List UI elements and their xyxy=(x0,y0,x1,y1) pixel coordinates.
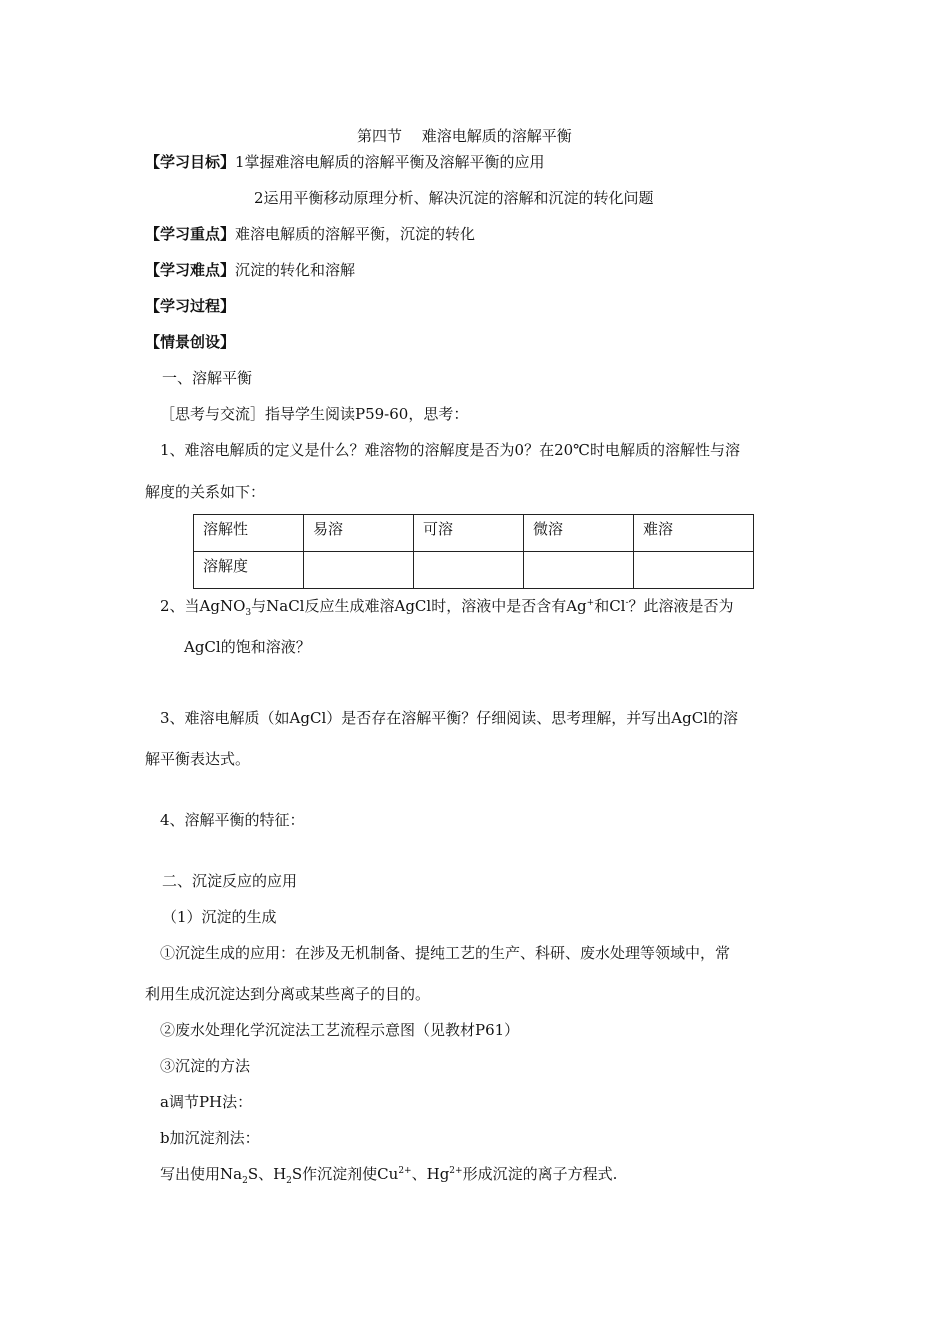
precipitation-formation: （1）沉淀的生成 xyxy=(162,908,277,926)
key-points-text: 难溶电解质的溶解平衡，沉淀的转化 xyxy=(235,225,476,243)
write-text: 形成沉淀的离子方程式. xyxy=(462,1165,618,1183)
q2-subscript: 3 xyxy=(245,608,252,618)
goals-line-1 xyxy=(145,152,545,172)
write-superscript: 2+ xyxy=(449,1166,463,1176)
difficulties-text: 沉淀的转化和溶解 xyxy=(235,261,356,279)
scenario-label: 【情景创设】 xyxy=(145,333,236,351)
write-text: 写出使用Na xyxy=(160,1165,243,1183)
table-cell: 溶解性 xyxy=(194,515,304,552)
table-cell xyxy=(634,552,754,589)
question-1-line-2: 解度的关系如下： xyxy=(145,483,266,501)
table-cell: 可溶 xyxy=(414,515,524,552)
difficulties-line xyxy=(145,260,355,280)
question-1-line-1: 1、难溶电解质的定义是什么？难溶物的溶解度是否为0？在20℃时电解质的溶解性与溶 xyxy=(160,441,740,459)
write-text: S作沉淀剂使Cu xyxy=(291,1165,399,1183)
table-cell: 微溶 xyxy=(524,515,634,552)
table-row xyxy=(194,552,754,589)
question-2-line-2: AgCl的饱和溶液？ xyxy=(184,638,311,656)
question-4: 4、溶解平衡的特征： xyxy=(160,811,305,829)
section2-heading: 二、沉淀反应的应用 xyxy=(162,872,298,890)
method-b: b加沉淀剂法： xyxy=(160,1129,260,1147)
item-3: ③沉淀的方法 xyxy=(160,1057,251,1075)
table-cell: 易溶 xyxy=(304,515,414,552)
write-subscript: 2 xyxy=(242,1176,248,1186)
table-cell xyxy=(304,552,414,589)
key-points-label: 【学习重点】 xyxy=(145,225,236,243)
method-a: a调节PH法： xyxy=(160,1093,253,1111)
solubility-table xyxy=(193,514,754,589)
goals-label: 【学习目标】 xyxy=(145,153,236,171)
page-title: 第四节 难溶电解质的溶解平衡 xyxy=(357,127,572,145)
write-text: 、Hg xyxy=(411,1165,450,1183)
q2-text: 2、当AgNO xyxy=(160,597,246,615)
table-cell xyxy=(524,552,634,589)
q2-superscript: + xyxy=(586,598,595,608)
q2-text: 和Cl xyxy=(594,597,626,615)
question-2-line-1 xyxy=(160,596,734,616)
think-and-discuss: ［思考与交流］指导学生阅读P59-60，思考： xyxy=(160,405,469,423)
write-superscript: 2+ xyxy=(398,1166,412,1176)
write-equation-line xyxy=(160,1164,617,1184)
write-text: S、H xyxy=(247,1165,287,1183)
table-row xyxy=(194,515,754,552)
goals-item-2: 2运用平衡移动原理分析、解决沉淀的溶解和沉淀的转化问题 xyxy=(254,189,654,207)
difficulties-label: 【学习难点】 xyxy=(145,261,236,279)
question-3-line-1: 3、难溶电解质（如AgCl）是否存在溶解平衡？仔细阅读、思考理解，并写出AgCl的溶 xyxy=(160,709,738,727)
process-label: 【学习过程】 xyxy=(145,297,236,315)
goals-item-1: 1掌握难溶电解质的溶解平衡及溶解平衡的应用 xyxy=(235,153,545,171)
item-1-line-2: 利用生成沉淀达到分离或某些离子的目的。 xyxy=(145,985,431,1003)
q2-text: 与NaCl反应生成难溶AgCl时，溶液中是否含有Ag xyxy=(251,597,587,615)
write-subscript: 2 xyxy=(286,1176,292,1186)
item-1-line-1: ①沉淀生成的应用：在涉及无机制备、提纯工艺的生产、科研、废水处理等领域中，常 xyxy=(160,944,731,962)
section1-heading: 一、溶解平衡 xyxy=(162,369,253,387)
table-cell: 溶解度 xyxy=(194,552,304,589)
table-cell xyxy=(414,552,524,589)
key-points-line xyxy=(145,224,475,244)
question-3-line-2: 解平衡表达式。 xyxy=(145,750,251,768)
item-2: ②废水处理化学沉淀法工艺流程示意图（见教材P61） xyxy=(160,1021,520,1039)
q2-text: ？此溶液是否为 xyxy=(628,597,734,615)
table-cell: 难溶 xyxy=(634,515,754,552)
q2-superscript: - xyxy=(625,598,629,608)
